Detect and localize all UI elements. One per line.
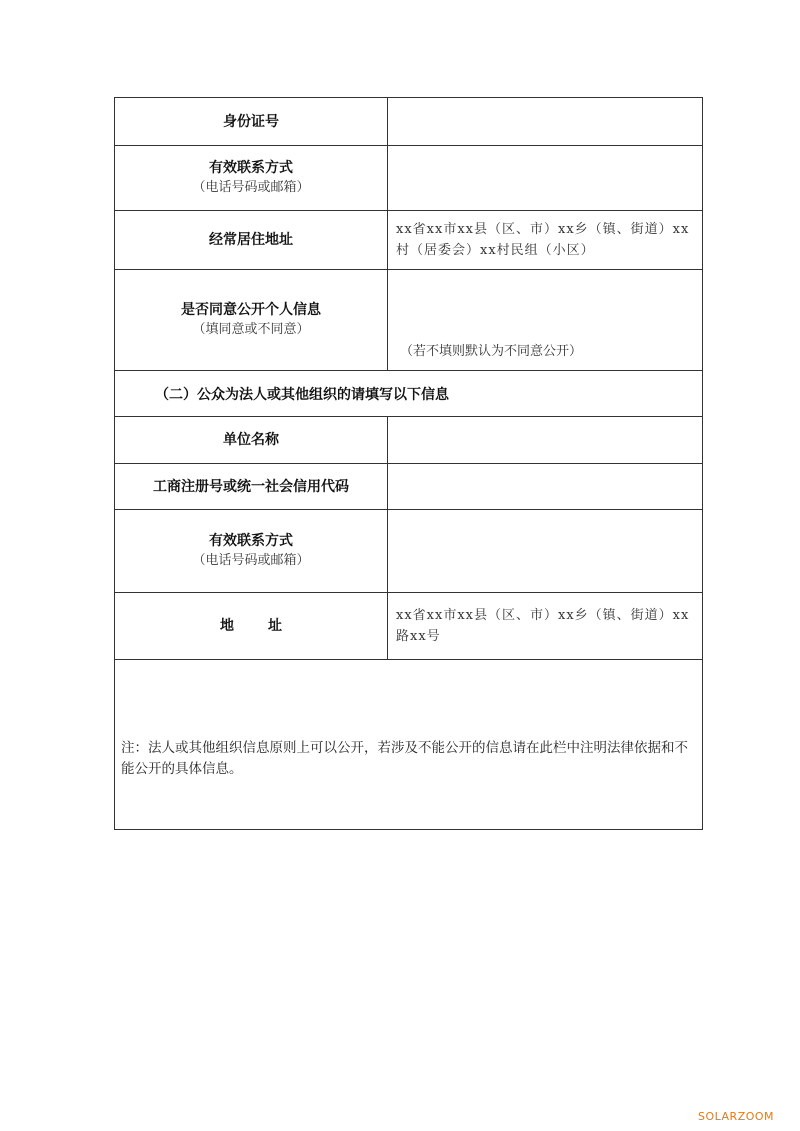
organization-contact-row [115,510,702,593]
application-form-table [114,97,703,830]
unit-name-label-cell [115,417,388,463]
consent-label-cell [115,270,388,370]
individual-contact-label: 有效联系方式 [209,160,293,176]
individual-contact-hint: （电话号码或邮箱） [192,180,310,195]
residence-address-label: 经常居住地址 [209,232,293,248]
organization-section-row [115,371,702,417]
organization-address-row [115,593,702,660]
organization-contact-field[interactable] [388,510,702,592]
unit-name-field[interactable] [388,417,702,463]
individual-contact-field[interactable] [388,146,702,210]
registration-number-label-cell [115,464,388,509]
organization-contact-label: 有效联系方式 [209,533,293,549]
id-number-label-cell [115,98,388,145]
organization-contact-hint: （电话号码或邮箱） [192,553,310,568]
organization-note: 注：法人或其他组织信息原则上可以公开，若涉及不能公开的信息请在此栏中注明法律依据和不能公开的具体信息。 [121,740,688,777]
residence-address-field[interactable] [388,211,702,269]
solarzoom-watermark: SOLARZOOM [698,1110,775,1123]
consent-row [115,270,702,371]
residence-address-label-cell [115,211,388,269]
id-number-row [115,98,702,146]
registration-number-field[interactable] [388,464,702,509]
unit-name-row [115,417,702,464]
organization-contact-label-cell [115,510,388,592]
organization-section-title: （二）公众为法人或其他组织的请填写以下信息 [155,386,449,403]
organization-note-row [115,660,702,829]
consent-default-note: （若不填则默认为不同意公开） [400,344,583,359]
id-number-label: 身份证号 [223,113,279,130]
individual-contact-label-cell [115,146,388,210]
organization-address-label-cell [115,593,388,659]
consent-hint: （填同意或不同意） [192,322,310,337]
registration-number-row [115,464,702,510]
organization-address-label: 地址 [220,618,316,634]
registration-number-label: 工商注册号或统一社会信用代码 [153,478,349,495]
individual-contact-row [115,146,702,211]
residence-address-row [115,211,702,270]
consent-field[interactable] [388,270,702,370]
id-number-field[interactable] [388,98,702,145]
consent-label: 是否同意公开个人信息 [181,302,321,318]
organization-address-field[interactable] [388,593,702,659]
residence-address-value: xx省xx市xx县（区、市）xx乡（镇、街道）xx村（居委会）xx村民组（小区） [396,222,690,258]
organization-address-value: xx省xx市xx县（区、市）xx乡（镇、街道）xx路xx号 [396,608,690,644]
unit-name-label: 单位名称 [223,432,279,448]
